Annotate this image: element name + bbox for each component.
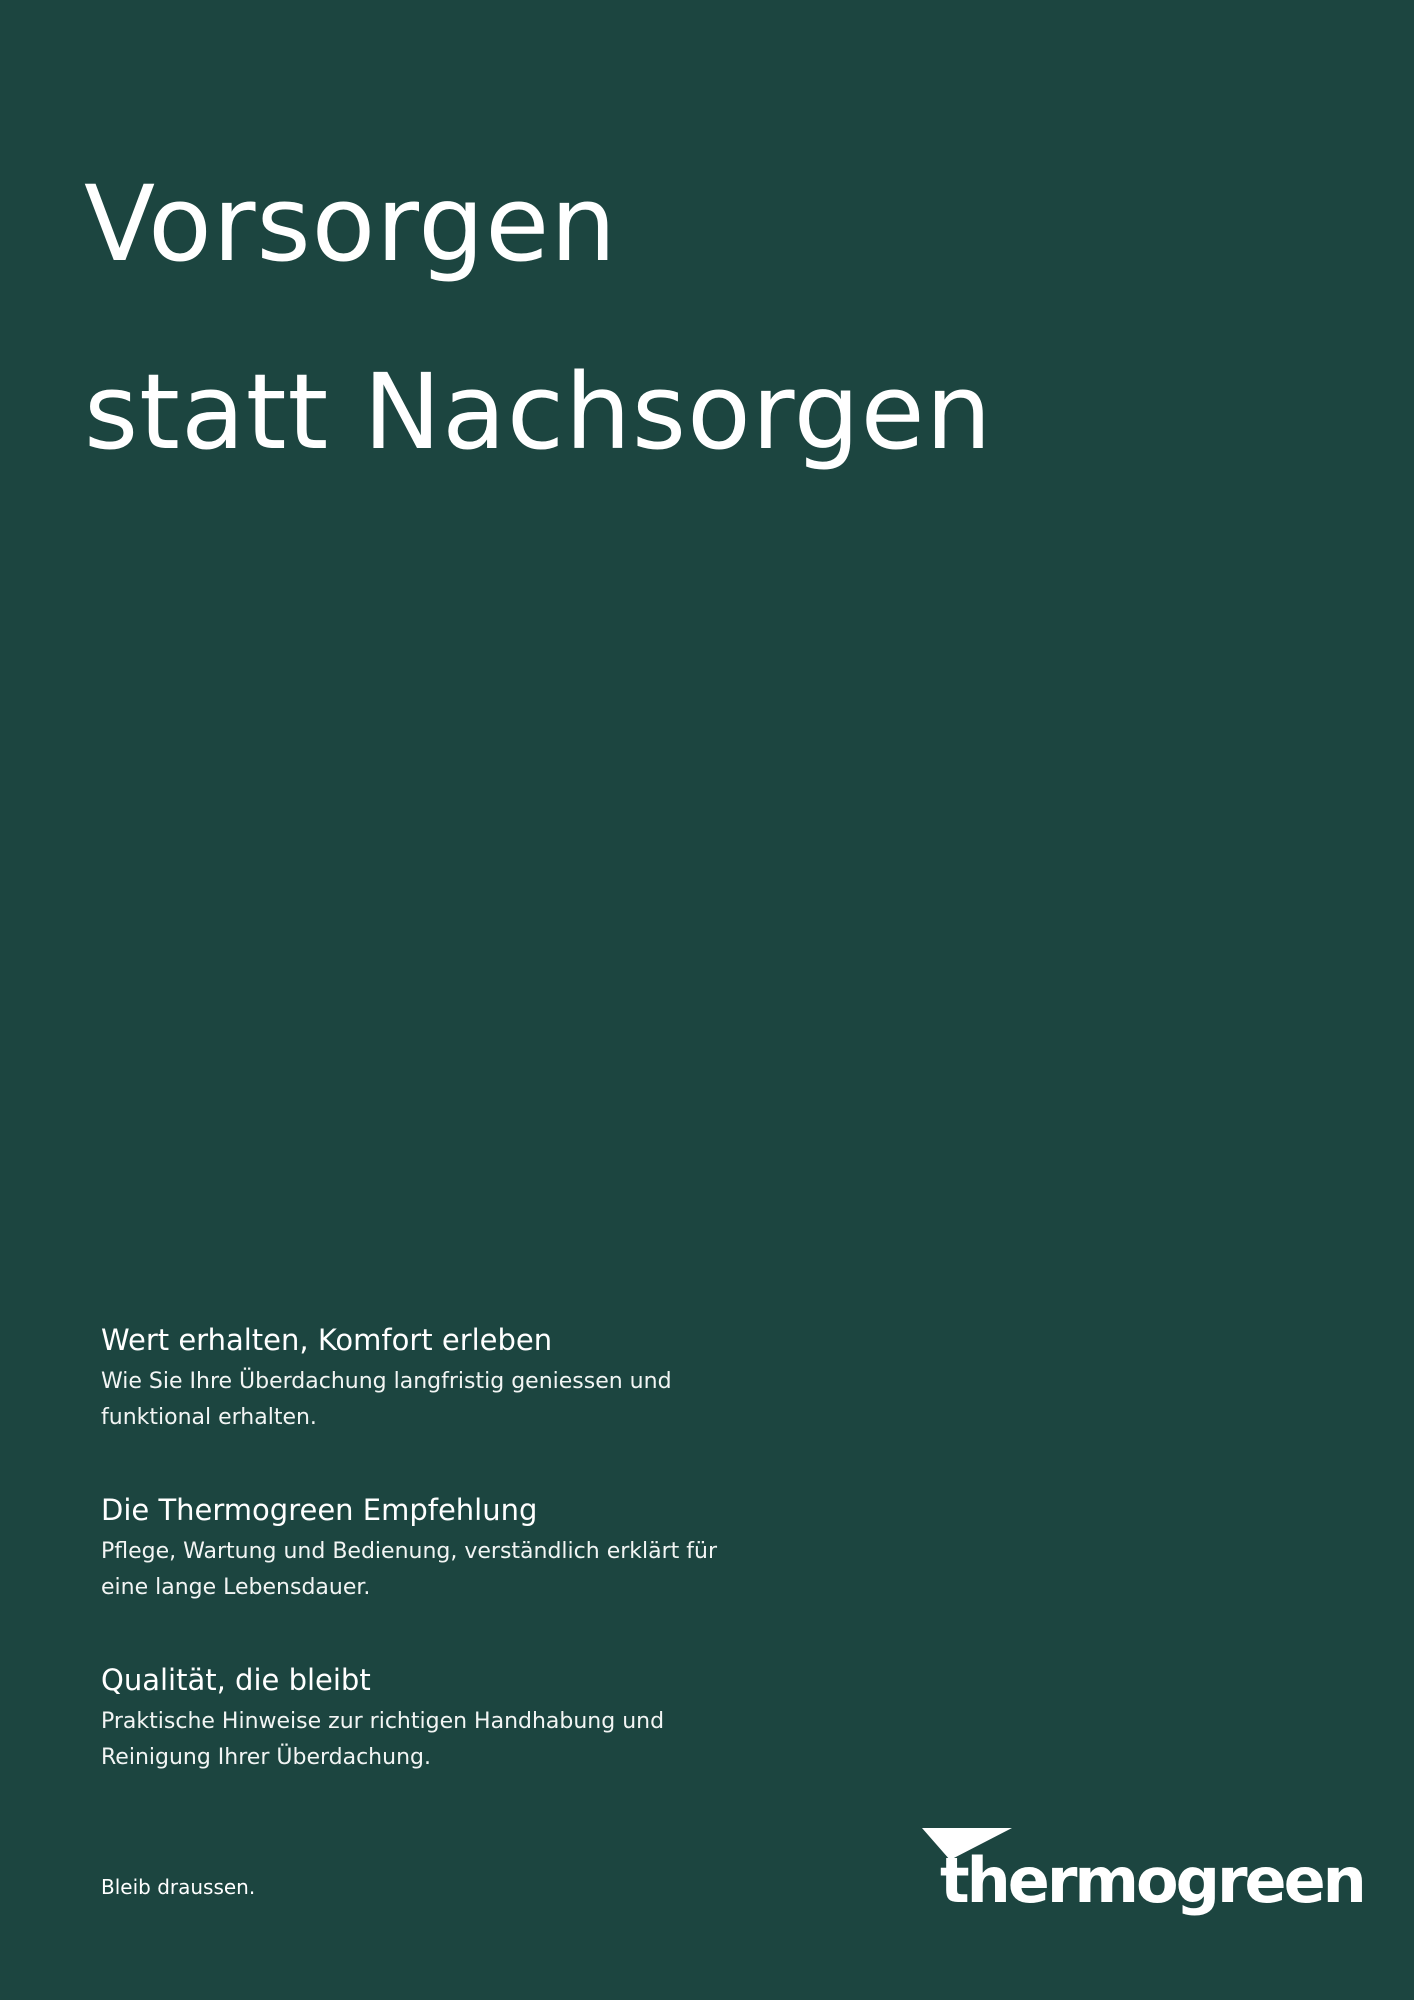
feature-title: Wert erhalten, Komfort erleben [101, 1323, 553, 1357]
logo-wordmark: thermogreen [940, 1844, 1364, 1917]
tagline: Bleib draussen. [101, 1875, 256, 1899]
feature-list [101, 1316, 741, 1826]
headline-line-1: Vorsorgen [84, 163, 618, 285]
feature-item [101, 1656, 741, 1776]
feature-item [101, 1486, 741, 1606]
feature-title: Die Thermogreen Empfehlung [101, 1493, 538, 1527]
feature-text: Wie Sie Ihre Überdachung langfristig geniessen und funktional erhalten. [101, 1369, 672, 1430]
headline-line-2: statt Nachsorgen [84, 351, 993, 473]
feature-text: Pflege, Wartung und Bedienung, verständlich erklärt für eine lange Lebensdauer. [101, 1539, 717, 1600]
thermogreen-logo [920, 1826, 1364, 1917]
feature-item [101, 1316, 741, 1436]
feature-text: Praktische Hinweise zur richtigen Handhabung und Reinigung Ihrer Überdachung. [101, 1709, 665, 1770]
page-title [84, 130, 993, 506]
feature-title: Qualität, die bleibt [101, 1663, 371, 1697]
